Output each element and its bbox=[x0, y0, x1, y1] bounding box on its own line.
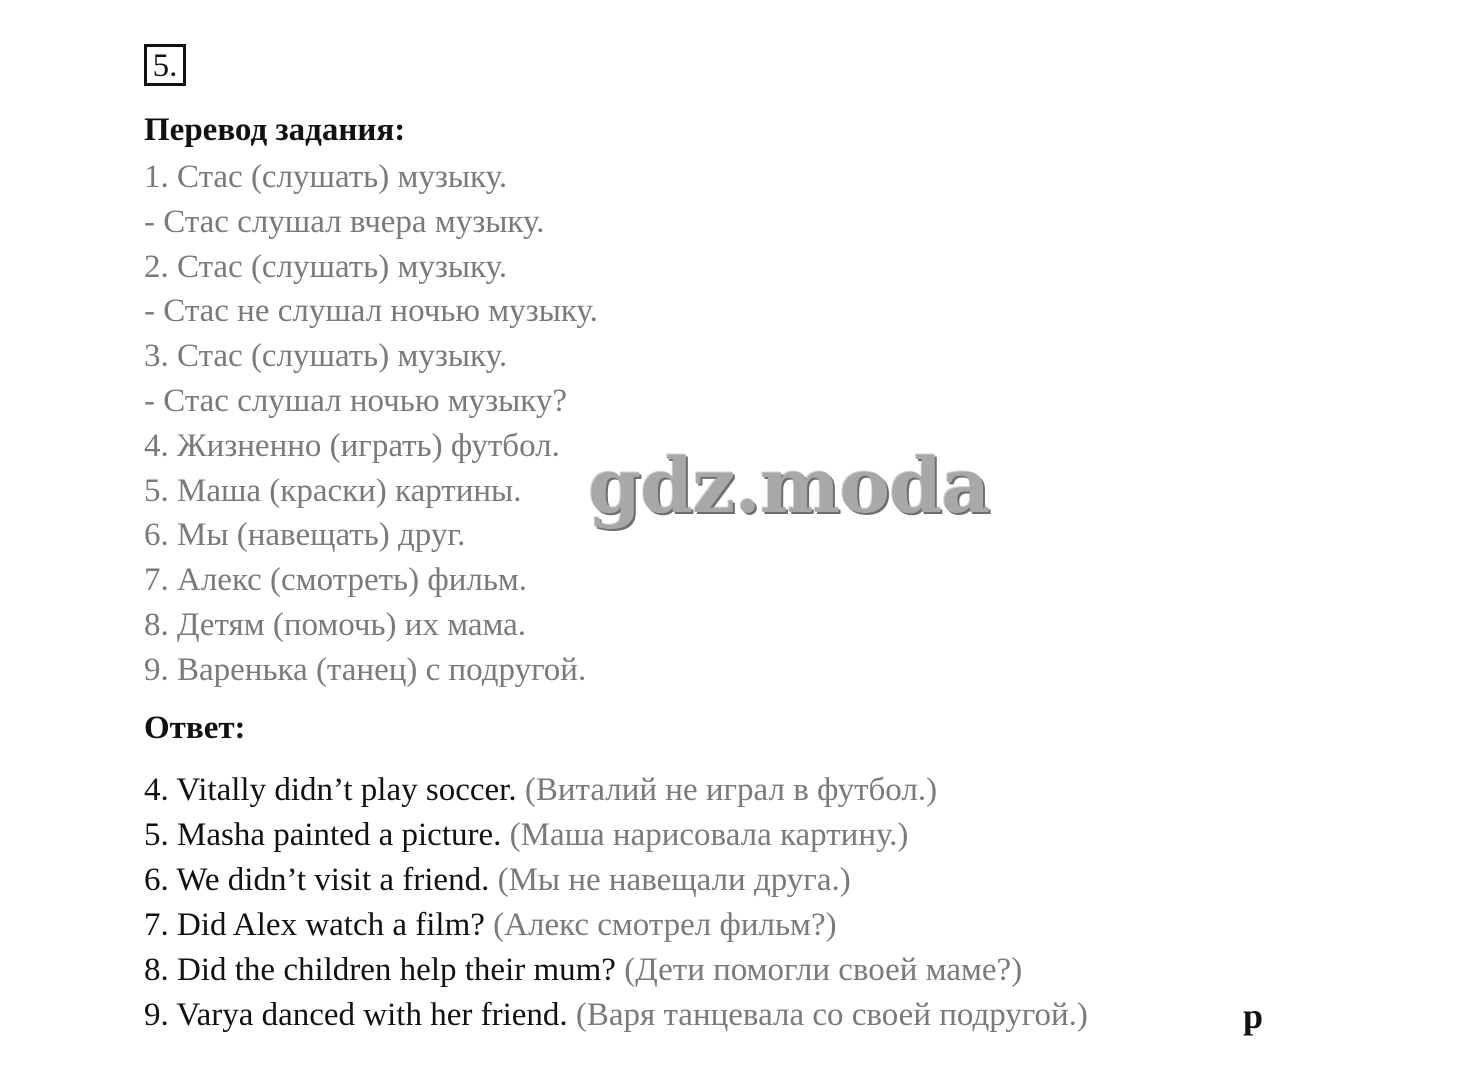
answer-russian: (Алекс смотрел фильм?) bbox=[484, 907, 837, 943]
answer-line bbox=[144, 993, 1088, 1038]
answer-list bbox=[144, 768, 1088, 1038]
task-number-box: 5. bbox=[144, 44, 186, 86]
translation-line: 9. Варенька (танец) с подругой. bbox=[144, 651, 587, 688]
answer-line bbox=[144, 858, 1088, 903]
answer-english: 9. Varya danced with her friend. bbox=[144, 997, 568, 1033]
translation-line: 5. Маша (краски) картины. bbox=[144, 472, 522, 509]
answer-line bbox=[144, 948, 1088, 993]
answer-line bbox=[144, 768, 1088, 813]
answer-russian: (Варя танцевала со своей подругой.) bbox=[567, 997, 1088, 1033]
translation-line: 7. Алекс (смотреть) фильм. bbox=[144, 562, 528, 599]
answer-line bbox=[144, 813, 1088, 858]
translation-line: 3. Стас (слушать) музыку. bbox=[144, 338, 508, 375]
watermark-logo: gdz.moda bbox=[588, 441, 990, 530]
translation-line: - Стас слушал ночью музыку? bbox=[144, 382, 568, 419]
answer-english: 7. Did Alex watch a film? bbox=[144, 907, 485, 943]
translation-line: 2. Стас (слушать) музыку. bbox=[144, 248, 508, 285]
answer-english: 6. We didn’t visit a friend. bbox=[144, 862, 490, 898]
answer-russian: (Дети помогли своей маме?) bbox=[615, 952, 1023, 988]
translation-line: 6. Мы (навещать) друг. bbox=[144, 517, 466, 554]
answer-english: 8. Did the children help their mum? bbox=[144, 952, 616, 988]
answer-russian: (Мы не навещали друга.) bbox=[489, 862, 851, 898]
translation-list bbox=[144, 155, 598, 693]
translation-line: 1. Стас (слушать) музыку. bbox=[144, 159, 508, 195]
corner-mark: р bbox=[1243, 996, 1264, 1036]
translation-line: 4. Жизненно (играть) футбол. bbox=[144, 427, 560, 464]
translation-heading: Перевод задания: bbox=[144, 112, 406, 148]
translation-line: 8. Детям (помочь) их мама. bbox=[144, 606, 527, 643]
translation-line: - Стас слушал вчера музыку. bbox=[144, 203, 545, 240]
answer-russian: (Виталий не играл в футбол.) bbox=[516, 772, 938, 808]
answer-line bbox=[144, 903, 1088, 948]
translation-line: - Стас не слушал ночью музыку. bbox=[144, 293, 598, 330]
answer-english: 4. Vitally didn’t play soccer. bbox=[144, 772, 517, 808]
answer-english: 5. Masha painted a picture. bbox=[144, 817, 502, 853]
answer-heading: Ответ: bbox=[144, 710, 246, 746]
answer-russian: (Маша нарисовала картину.) bbox=[501, 817, 909, 853]
